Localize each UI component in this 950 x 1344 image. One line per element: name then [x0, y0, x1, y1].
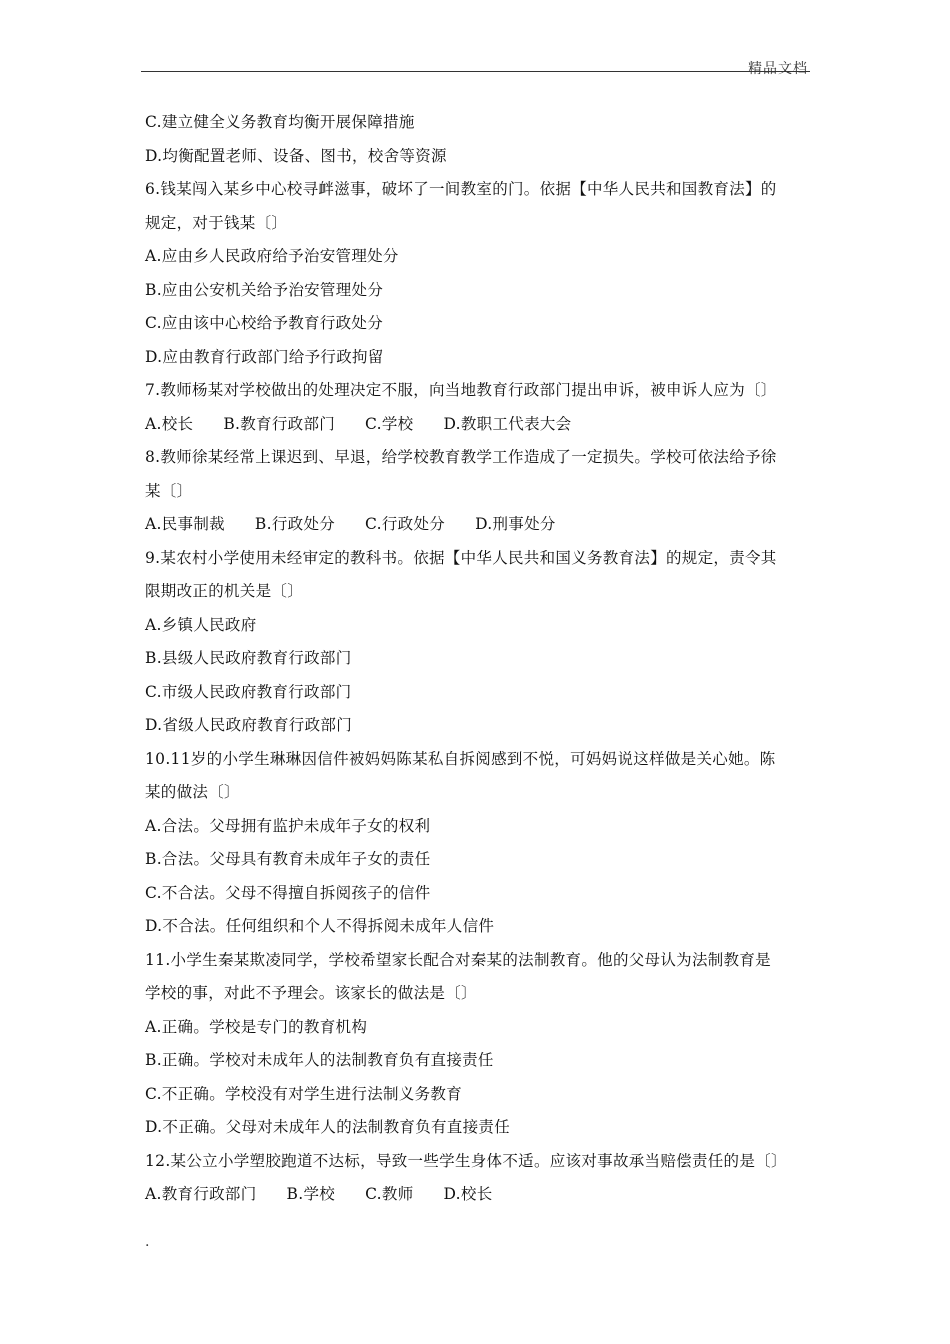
- question-12-options: [145, 1178, 815, 1212]
- document-body: [145, 106, 815, 1212]
- question-6: 6.钱某闯入某乡中心校寻衅滋事，破坏了一间教室的门。依据【中华人民共和国教育法】的: [145, 180, 777, 198]
- option-d: D.刑事处分: [475, 515, 556, 533]
- question-9-cont: 限期改正的机关是〔〕: [145, 582, 304, 600]
- option-a: A.应由乡人民政府给予治安管理处分: [145, 247, 399, 265]
- question-10-cont: 某的做法〔〕: [145, 783, 240, 801]
- option-a: A.合法。父母拥有监护未成年子女的权利: [145, 816, 431, 835]
- option-d: D.校长: [443, 1185, 493, 1203]
- option-a: A.正确。学校是专门的教育机构: [145, 1017, 368, 1036]
- option-d: D.应由教育行政部门给予行政拘留: [145, 347, 384, 366]
- question-7-options: [145, 408, 815, 442]
- question-12: 12.某公立小学塑胶跑道不达标，导致一些学生身体不适。应该对事故承当赔偿责任的是〔〕: [145, 1151, 787, 1170]
- option-b: B.教育行政部门: [223, 414, 336, 433]
- question-8-options: [145, 508, 815, 542]
- question-7: 7.教师杨某对学校做出的处理决定不服，向当地教育行政部门提出申诉，被申诉人应为〔〕: [145, 381, 777, 399]
- option-a: A.民事制裁: [145, 515, 225, 533]
- question-11-cont: 学校的事，对此不予理会。该家长的做法是〔〕: [145, 984, 477, 1002]
- option-c: C.不正确。学校没有对学生进行法制义务教育: [145, 1084, 463, 1103]
- question-11: 11.小学生秦某欺凌同学，学校希望家长配合对秦某的法制教育。他的父母认为法制教育是: [145, 950, 771, 969]
- option-c: C.教师: [365, 1185, 414, 1203]
- option-c: C.应由该中心校给予教育行政处分: [145, 314, 384, 332]
- option-b: B.正确。学校对未成年人的法制教育负有直接责任: [145, 1051, 494, 1069]
- option-b: B.合法。父母具有教育未成年子女的责任: [145, 850, 431, 868]
- option-a: A.教育行政部门: [145, 1185, 257, 1203]
- option-b: B.学校: [286, 1185, 336, 1203]
- option-d: D.教职工代表大会: [443, 414, 572, 433]
- footer-dot: .: [145, 1234, 150, 1250]
- option-c: C.不合法。父母不得擅自拆阅孩子的信件: [145, 883, 431, 902]
- question-8: 8.教师徐某经常上课迟到、早退，给学校教育教学工作造成了一定损失。学校可依法给予徐: [145, 448, 777, 466]
- option-b: B.行政处分: [254, 515, 336, 533]
- text-line: D.均衡配置老师、设备、图书，校舍等资源: [145, 146, 447, 165]
- question-10: 10.11岁的小学生琳琳因信件被妈妈陈某私自拆阅感到不悦，可妈妈说这样做是关心她。陈: [145, 749, 776, 768]
- option-d: D.不合法。任何组织和个人不得拆阅未成年人信件: [145, 917, 495, 935]
- option-c: C.行政处分: [365, 515, 446, 533]
- header-label: 精品文档: [748, 61, 808, 77]
- option-d: D.不正确。父母对未成年人的法制教育负有直接责任: [145, 1118, 511, 1136]
- option-a: A.乡镇人民政府: [145, 615, 257, 634]
- option-a: A.校长: [145, 414, 194, 433]
- text-line: C.建立健全义务教育均衡开展保障措施: [145, 113, 415, 131]
- option-b: B.县级人民政府教育行政部门: [145, 649, 352, 667]
- option-d: D.省级人民政府教育行政部门: [145, 716, 353, 734]
- option-b: B.应由公安机关给予治安管理处分: [145, 280, 384, 299]
- option-c: C.市级人民政府教育行政部门: [145, 682, 352, 701]
- question-8-cont: 某〔〕: [145, 481, 193, 500]
- question-6-cont: 规定，对于钱某〔〕: [145, 213, 288, 232]
- header-rule: [141, 71, 810, 72]
- question-9: 9.某农村小学使用未经审定的教科书。依据【中华人民共和国义务教育法】的规定，责令其: [145, 548, 777, 567]
- option-c: C.学校: [365, 414, 414, 433]
